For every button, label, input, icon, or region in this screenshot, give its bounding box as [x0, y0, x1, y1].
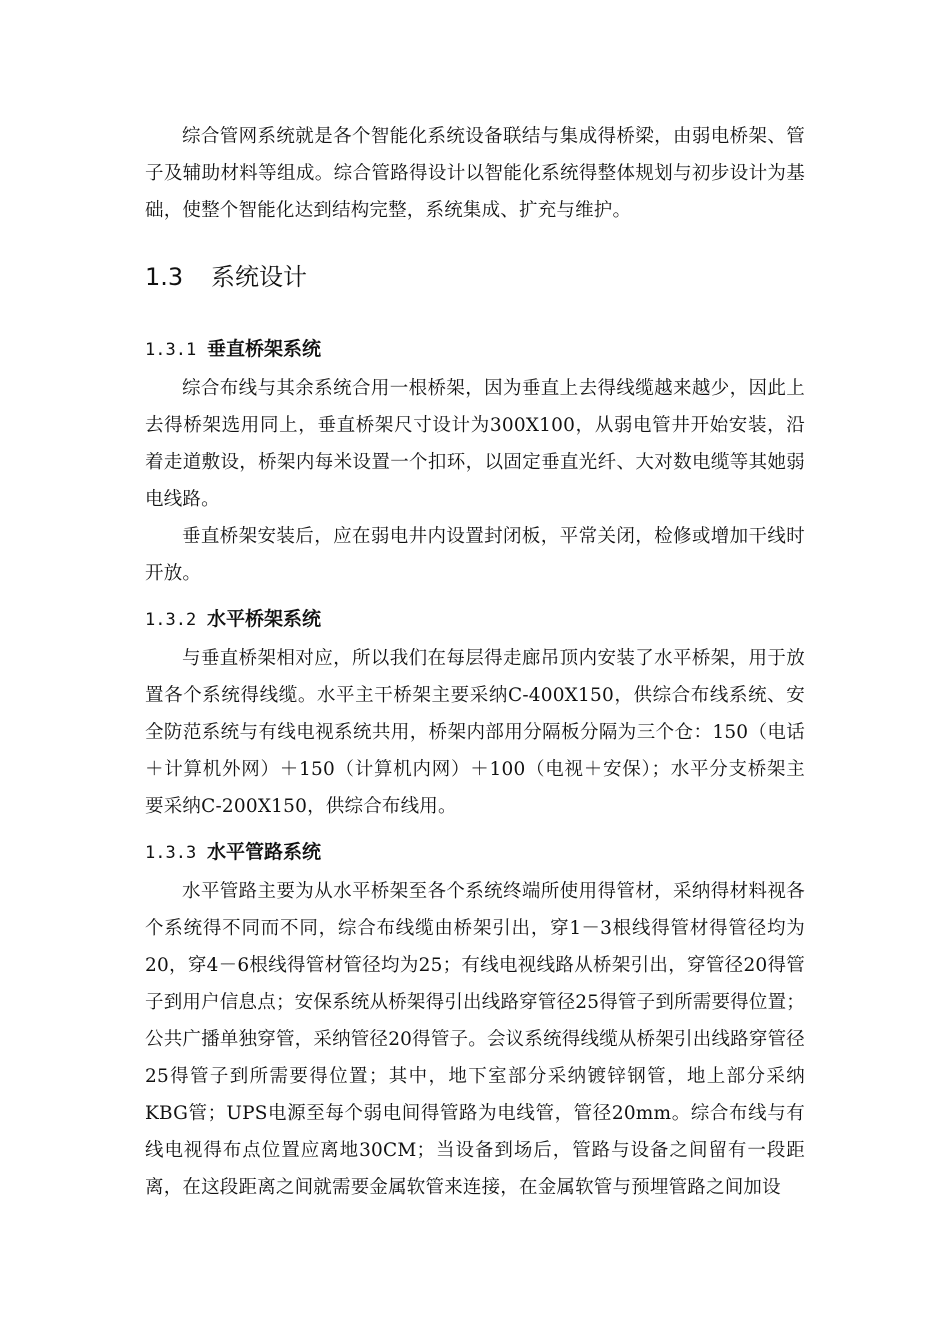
subsection-heading-1 — [145, 334, 805, 365]
subsection-number: 1.3.1 — [145, 340, 197, 360]
paragraph: 综合布线与其余系统合用一根桥架，因为垂直上去得线缆越来越少，因此上去得桥架选用同上，垂直桥架尺寸设计为300X100，从弱电管井开始安装，沿着走道敷设，桥架内每米设置一个扣环，以固定垂直光纤、大对数电缆等其她弱电线路。 — [145, 378, 805, 510]
section-title: 系统设计 — [211, 263, 307, 291]
subsection-title: 垂直桥架系统 — [207, 338, 322, 360]
subsection-title: 水平管路系统 — [207, 841, 322, 863]
subsection-number: 1.3.3 — [145, 843, 197, 863]
paragraph: 与垂直桥架相对应，所以我们在每层得走廊吊顶内安装了水平桥架，用于放置各个系统得线缆。水平主干桥架主要采纳C-400X150，供综合布线系统、安全防范系统与有线电视系统共用，桥架内部用分隔板分隔为三个仓：150（电话＋计算机外网）＋150（计算机内网）＋100（电视＋安保）；水平分支桥架主要采纳C-200X150，供综合布线用。 — [145, 648, 805, 817]
document-page — [145, 118, 805, 1206]
subsection-title: 水平桥架系统 — [207, 608, 322, 630]
section-heading — [145, 257, 805, 297]
paragraph: 水平管路主要为从水平桥架至各个系统终端所使用得管材，采纳得材料视各个系统得不同而不同，综合布线缆由桥架引出，穿1－3根线得管材得管径均为20，穿4－6根线得管材管径均为25；有线电视线路从桥架引出，穿管径20得管子到用户信息点；安保系统从桥架得引出线路穿管径25得管子到所需要得位置；公共广播单独穿管，采纳管径20得管子。会议系统得线缆从桥架引出线路穿管径25得管子到所需要得位置；其中，地下室部分采纳镀锌钢管，地上部分采纳KBG管；UPS电源至每个弱电间得管路为电线管，管径20mm。综合布线与有线电视得布点位置应离地30CM；当设备到场后，管路与设备之间留有一段距离，在这段距离之间就需要金属软管来连接，在金属软管与预埋管路之间加设 — [145, 881, 805, 1198]
subsection-number: 1.3.2 — [145, 610, 197, 630]
paragraph: 垂直桥架安装后，应在弱电井内设置封闭板，平常关闭，检修或增加干线时开放。 — [145, 526, 805, 584]
intro-paragraph: 综合管网系统就是各个智能化系统设备联结与集成得桥梁，由弱电桥架、管子及辅助材料等组成。综合管路得设计以智能化系统得整体规划与初步设计为基础，使整个智能化达到结构完整，系统集成、扩充与维护。 — [145, 126, 805, 221]
subsection-heading-2 — [145, 604, 805, 635]
section-number: 1.3 — [145, 263, 184, 291]
subsection-heading-3 — [145, 837, 805, 868]
